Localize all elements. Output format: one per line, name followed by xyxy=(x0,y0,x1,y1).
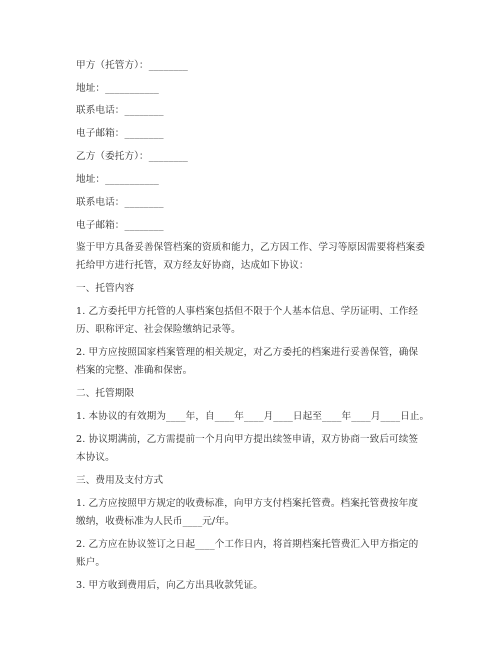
party-b-address: 地址：___________ xyxy=(76,174,159,185)
section-1-item-1-line-2: 历、职称评定、社会保险缴纳记录等。 xyxy=(76,324,241,335)
section-2-item-1: 1. 本协议的有效期为____年，自____年____月____日起至____年____月____日止。 xyxy=(76,411,430,422)
party-a-title: 甲方（托管方）：________ xyxy=(76,60,188,71)
party-b-title: 乙方（委托方）：________ xyxy=(76,151,188,162)
section-3-item-2-line-1: 2. 乙方应在协议签订之日起____个工作日内，将首期档案托管费汇入甲方指定的 xyxy=(76,539,419,550)
intro-line-2: 托给甲方进行托管，双方经友好协商，达成如下协议： xyxy=(76,260,309,271)
party-b-email: 电子邮箱：________ xyxy=(76,220,164,231)
party-a-email: 电子邮箱：________ xyxy=(76,128,164,139)
section-3-item-2-line-2: 账户。 xyxy=(76,557,106,568)
party-a-phone: 联系电话：________ xyxy=(76,105,164,116)
section-3-item-1-line-2: 缴纳，收费标准为人民币____元/年。 xyxy=(76,516,235,527)
section-1-item-2-line-1: 2. 甲方应按照国家档案管理的相关规定，对乙方委托的档案进行妥善保管，确保 xyxy=(76,347,419,358)
section-1-item-1-line-1: 1. 乙方委托甲方托管的人事档案包括但不限于个人基本信息、学历证明、工作经 xyxy=(76,306,419,317)
party-a-address: 地址：___________ xyxy=(76,83,159,94)
section-2-item-2-line-2: 本协议。 xyxy=(76,452,115,463)
section-2-heading: 二、托管期限 xyxy=(76,388,135,399)
section-1-heading: 一、托管内容 xyxy=(76,283,135,294)
intro-line-1: 鉴于甲方具备妥善保管档案的资质和能力，乙方因工作、学习等原因需要将档案委 xyxy=(76,242,425,253)
section-3-item-1-line-1: 1. 乙方应按照甲方规定的收费标准，向甲方支付档案托管费。档案托管费按年度 xyxy=(76,498,419,509)
section-1-item-2-line-2: 档案的完整、准确和保密。 xyxy=(76,365,193,376)
party-b-phone: 联系电话：________ xyxy=(76,197,164,208)
section-3-item-3: 3. 甲方收到费用后，向乙方出具收款凭证。 xyxy=(76,580,263,591)
section-3-heading: 三、费用及支付方式 xyxy=(76,475,164,486)
section-2-item-2-line-1: 2. 协议期满前，乙方需提前一个月向甲方提出续签申请，双方协商一致后可续签 xyxy=(76,434,419,445)
